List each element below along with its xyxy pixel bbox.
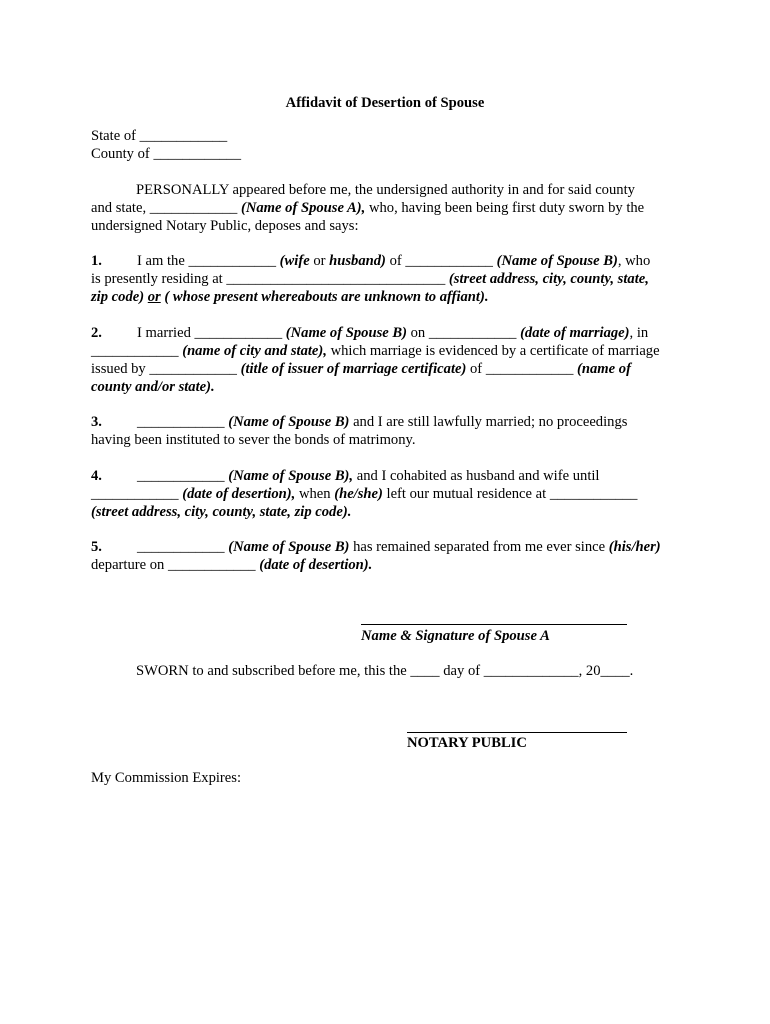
state-blank[interactable]: ____________: [139, 128, 228, 144]
paragraph-2: 2. I married ____________ (Name of Spouse B) on ____________ (date of marriage), in ____________ (name of city and state), which marriage is evidenced by a certificate of marriage issued by ____________ (title of issuer of marriage certificate) of ____________ (name of county and/or state).: [91, 325, 660, 395]
state-label: State of: [91, 128, 136, 144]
notary-signature-line[interactable]: [407, 732, 627, 733]
document-title: Affidavit of Desertion of Spouse: [285, 95, 485, 111]
state-line: [91, 127, 691, 145]
spouse-a-blank[interactable]: ____________: [149, 200, 238, 216]
county-line: [91, 145, 691, 163]
sworn-statement: SWORN to and subscribed before me, this the ____ day of _____________, 20____.: [136, 663, 634, 679]
residence-blank[interactable]: ____________: [549, 486, 638, 502]
spouse-b-blank[interactable]: ____________: [194, 325, 283, 341]
paragraph-1: 1. I am the ____________ (wife or husband) of ____________ (Name of Spouse B), who is presently residing at ______________________________ (street address, city, county, state, zip code) or ( whose present whereabouts are unknown to affiant).: [91, 253, 651, 305]
paragraph-number: 1.: [91, 253, 102, 269]
paragraph-number: 3.: [91, 414, 102, 430]
intro-line-2: and state, ____________ (Name of Spouse A), who, having been being first duty sworn by the: [91, 200, 645, 216]
intro-line-1: PERSONALLY appeared before me, the undersigned authority in and for said county: [136, 182, 635, 198]
paragraph-3: 3. ____________ (Name of Spouse B) and I are still lawfully married; no proceedings having been instituted to sever the bonds of matrimony.: [91, 414, 628, 448]
issuer-blank[interactable]: ____________: [149, 361, 237, 377]
relationship-blank[interactable]: ____________: [188, 253, 277, 269]
paragraph-5: 5. ____________ (Name of Spouse B) has remained separated from me ever since (his/her) departure on ____________ (date of desertion).: [91, 539, 661, 573]
city-state-blank[interactable]: ____________: [91, 343, 179, 359]
signature-caption: Name & Signature of Spouse A: [361, 628, 550, 644]
paragraph-number: 4.: [91, 468, 102, 484]
county-label: County of: [91, 146, 150, 162]
desertion-date-blank[interactable]: ____________: [91, 486, 179, 502]
marriage-date-blank[interactable]: ____________: [428, 325, 517, 341]
spouse-b-blank[interactable]: ____________: [137, 414, 225, 430]
notary-public-label: NOTARY PUBLIC: [407, 735, 527, 751]
signature-line[interactable]: [361, 624, 627, 625]
residence-blank[interactable]: ______________________________: [226, 271, 446, 287]
paragraph-number: 2.: [91, 325, 102, 341]
departure-date-blank[interactable]: ____________: [168, 557, 256, 573]
commission-expires-label: My Commission Expires:: [91, 770, 241, 786]
venue-block: [91, 127, 691, 163]
paragraph-4: 4. ____________ (Name of Spouse B), and I cohabited as husband and wife until ____________ (date of desertion), when (he/she) left our mutual residence at ____________ (street address, city, county, state, zip code).: [91, 468, 638, 520]
paragraph-number: 5.: [91, 539, 102, 555]
spouse-b-blank[interactable]: ____________: [137, 468, 225, 484]
intro-line-3: undersigned Notary Public, deposes and says:: [91, 218, 359, 234]
intro-paragraph: [91, 181, 691, 235]
county-state-blank[interactable]: ____________: [485, 361, 574, 377]
spouse-b-blank[interactable]: ____________: [137, 539, 225, 555]
county-blank[interactable]: ____________: [153, 146, 241, 162]
spouse-b-blank[interactable]: ____________: [405, 253, 493, 269]
